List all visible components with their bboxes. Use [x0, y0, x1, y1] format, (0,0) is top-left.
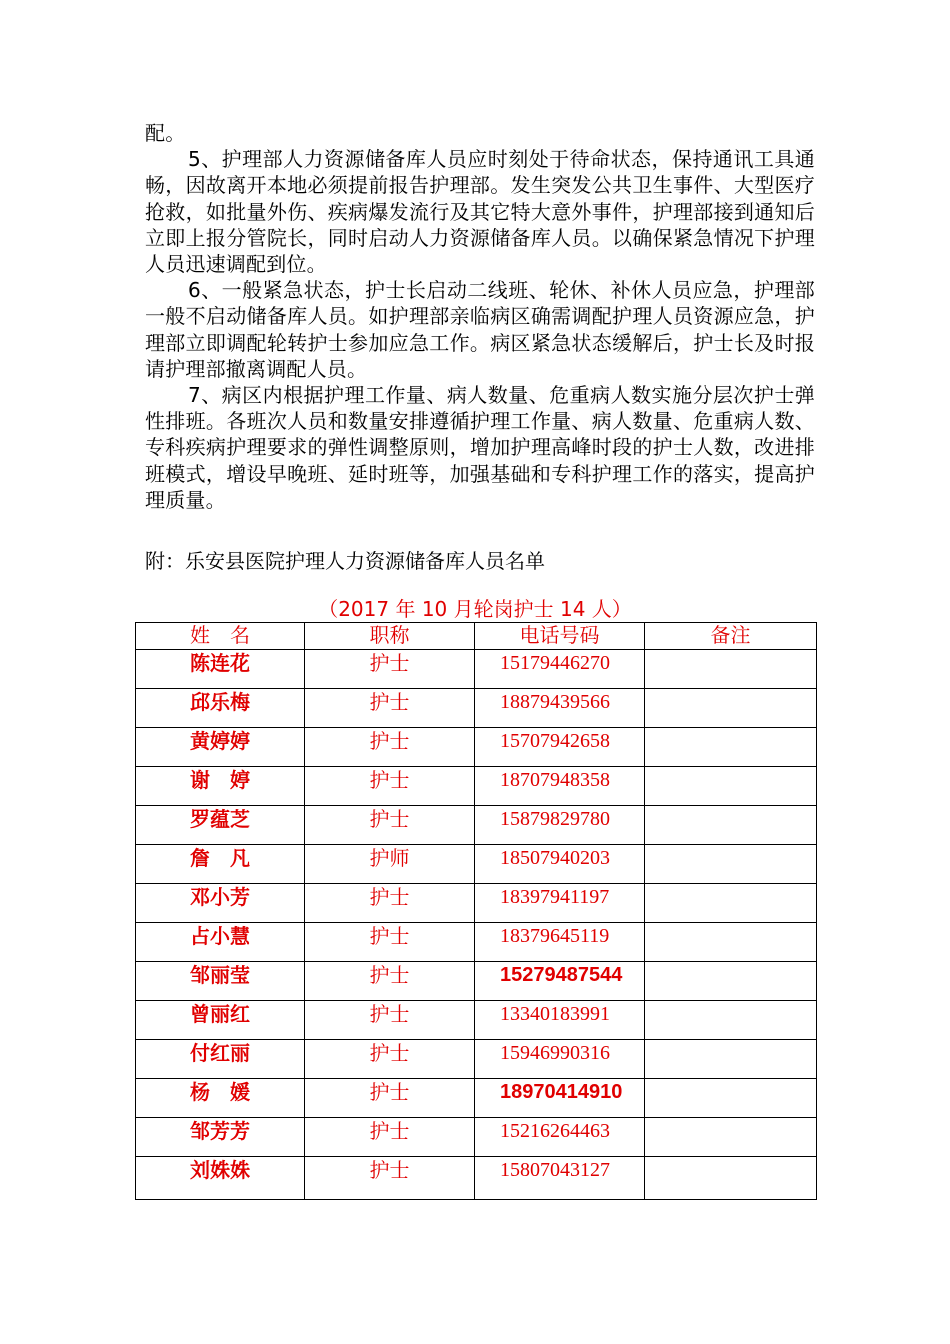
cell-name: 邹丽莹: [136, 962, 305, 1001]
table-header-row: [136, 623, 817, 650]
paragraph-item-6: 6、一般紧急状态，护士长启动二线班、轮休、补休人员应急，护理部一般不启动储备库人员。如护理部亲临病区确需调配护理人员资源应急，护理部立即调配轮转护士参加应急工作。病区紧急状态缓解后，护士长及时报请护理部撤离调配人员。: [145, 278, 815, 381]
table-row: [136, 1118, 817, 1157]
table-row: [136, 650, 817, 689]
cell-note: [645, 923, 817, 962]
table-subtitle: （2017 年 10 月轮岗护士 14 人）: [318, 597, 632, 621]
cell-note: [645, 1079, 817, 1118]
cell-phone: 18379645119: [475, 923, 645, 962]
table-row: [136, 923, 817, 962]
cell-note: [645, 767, 817, 806]
cell-phone: 18970414910: [475, 1079, 645, 1118]
cell-phone: 13340183991: [475, 1001, 645, 1040]
cell-title: 护士: [305, 1001, 475, 1040]
cell-phone: 15879829780: [475, 806, 645, 845]
table-row: [136, 884, 817, 923]
cell-name: 罗蕴芝: [136, 806, 305, 845]
cell-note: [645, 845, 817, 884]
cell-name: 刘姝姝: [136, 1157, 305, 1200]
cell-note: [645, 884, 817, 923]
cell-title: 护士: [305, 1040, 475, 1079]
table-row: [136, 728, 817, 767]
cell-phone: 15179446270: [475, 650, 645, 689]
cell-title: 护士: [305, 689, 475, 728]
cell-name: 陈连花: [136, 650, 305, 689]
cell-title: 护士: [305, 767, 475, 806]
table-row: [136, 806, 817, 845]
cell-note: [645, 689, 817, 728]
cell-title: 护士: [305, 806, 475, 845]
cell-title: 护士: [305, 962, 475, 1001]
table-row: [136, 689, 817, 728]
header-title: 职称: [305, 623, 475, 650]
cell-title: 护士: [305, 1157, 475, 1200]
cell-note: [645, 1040, 817, 1079]
cell-name: 曾丽红: [136, 1001, 305, 1040]
cell-phone: 18397941197: [475, 884, 645, 923]
table-row: [136, 1079, 817, 1118]
table-row: [136, 767, 817, 806]
staff-roster-table: [135, 622, 817, 1200]
cell-note: [645, 962, 817, 1001]
cell-name: 杨 媛: [136, 1079, 305, 1118]
cell-name: 詹 凡: [136, 845, 305, 884]
cell-phone: 15946990316: [475, 1040, 645, 1079]
cell-phone: 18507940203: [475, 845, 645, 884]
cell-name: 黄婷婷: [136, 728, 305, 767]
cell-phone: 15707942658: [475, 728, 645, 767]
cell-name: 邹芳芳: [136, 1118, 305, 1157]
cell-note: [645, 650, 817, 689]
cell-note: [645, 1001, 817, 1040]
cell-name: 占小慧: [136, 923, 305, 962]
cell-name: 邓小芳: [136, 884, 305, 923]
cell-name: 付红丽: [136, 1040, 305, 1079]
cell-name: 谢 婷: [136, 767, 305, 806]
body-text: [145, 120, 815, 513]
cell-phone: 15279487544: [475, 962, 645, 1001]
cell-note: [645, 806, 817, 845]
cell-phone: 15807043127: [475, 1157, 645, 1200]
table-row: [136, 1040, 817, 1079]
header-name: 姓 名: [136, 623, 305, 650]
header-phone: 电话号码: [475, 623, 645, 650]
table-row: [136, 962, 817, 1001]
cell-title: 护士: [305, 884, 475, 923]
cell-title: 护士: [305, 1118, 475, 1157]
cell-name: 邱乐梅: [136, 689, 305, 728]
cell-phone: 18707948358: [475, 767, 645, 806]
table-row: [136, 845, 817, 884]
cell-phone: 18879439566: [475, 689, 645, 728]
cell-title: 护师: [305, 845, 475, 884]
cell-phone: 15216264463: [475, 1118, 645, 1157]
cell-title: 护士: [305, 1079, 475, 1118]
paragraph-continuation: 配。: [145, 121, 186, 145]
cell-title: 护士: [305, 923, 475, 962]
cell-note: [645, 728, 817, 767]
paragraph-item-7: 7、病区内根据护理工作量、病人数量、危重病人数实施分层次护士弹性排班。各班次人员和数量安排遵循护理工作量、病人数量、危重病人数、专科疾病护理要求的弹性调整原则，增加护理高峰时段的护士人数，改进排班模式，增设早晚班、延时班等，加强基础和专科护理工作的落实，提高护理质量。: [145, 383, 815, 512]
appendix-title: 附：乐安县医院护理人力资源储备库人员名单: [145, 549, 545, 573]
header-note: 备注: [645, 623, 817, 650]
cell-note: [645, 1118, 817, 1157]
table-row: [136, 1001, 817, 1040]
paragraph-item-5: 5、护理部人力资源储备库人员应时刻处于待命状态，保持通讯工具通畅，因故离开本地必须提前报告护理部。发生突发公共卫生事件、大型医疗抢救，如批量外伤、疾病爆发流行及其它特大意外事件，护理部接到通知后立即上报分管院长，同时启动人力资源储备库人员。以确保紧急情况下护理人员迅速调配到位。: [145, 147, 815, 277]
table-row: [136, 1157, 817, 1200]
cell-note: [645, 1157, 817, 1200]
cell-title: 护士: [305, 650, 475, 689]
cell-title: 护士: [305, 728, 475, 767]
